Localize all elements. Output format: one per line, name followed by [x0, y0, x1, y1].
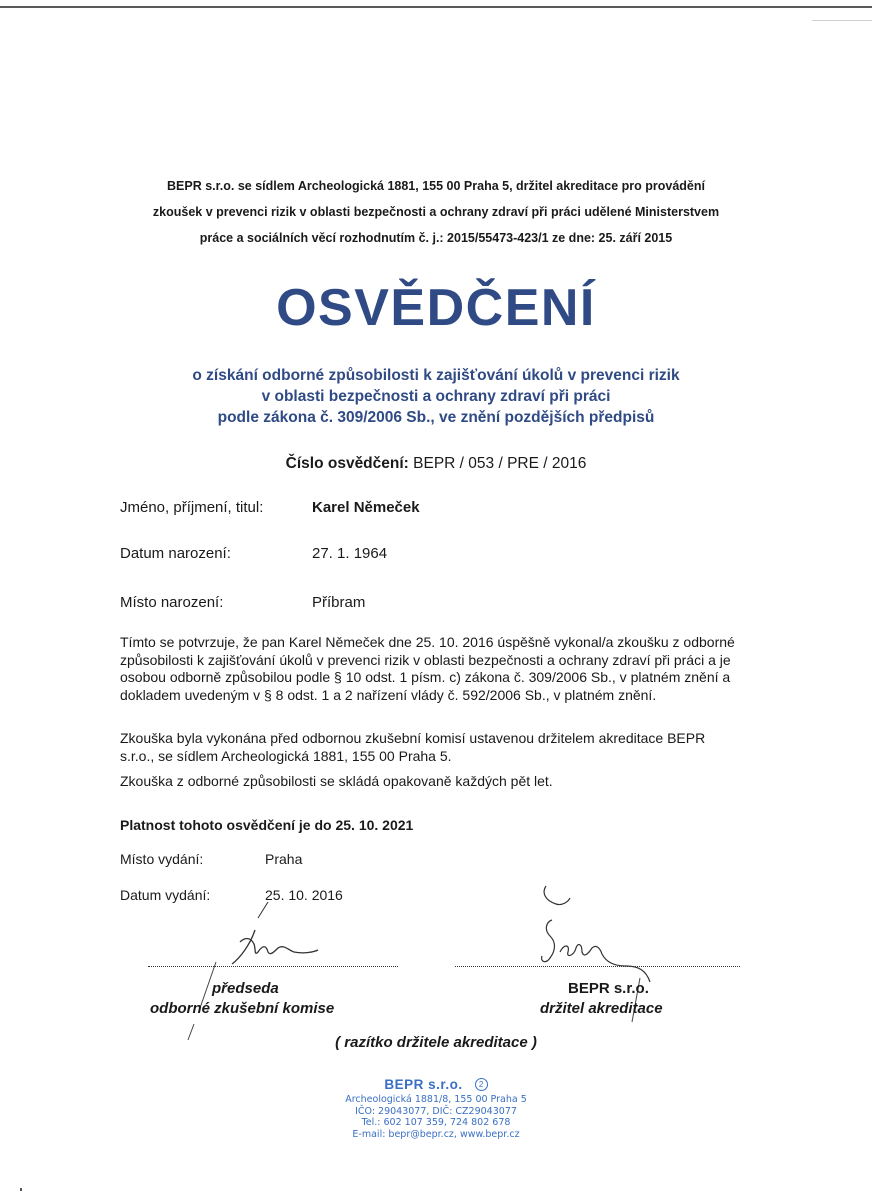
accreditation-header — [108, 173, 764, 251]
exam-committee-paragraph: Zkouška byla vykonána před odbornou zkušební komisí ustavenou držitelem akreditace BEPR s.r.o., se sídlem Archeologická 1881, 155 00 Praha 5. — [120, 730, 706, 764]
stamp-line: Tel.: 602 107 359, 724 802 678 — [361, 1117, 511, 1128]
certificate-number — [0, 455, 872, 473]
issue-date-label: Datum vydání: — [120, 887, 211, 903]
committee-role: odborné zkušební komise — [150, 1000, 335, 1017]
chairman-signature-line — [148, 966, 398, 967]
subtitle-line: v oblasti bezpečnosti a ochrany zdraví při práci — [261, 388, 611, 405]
birth-place-value: Příbram — [312, 594, 366, 611]
stamp-line: IČO: 29043077, DIČ: CZ29043077 — [355, 1105, 517, 1117]
holder-company: BEPR s.r.o. — [568, 980, 649, 997]
subtitle-line: podle zákona č. 309/2006 Sb., ve znění pozdějších předpisů — [217, 409, 655, 426]
name-value: Karel Němeček — [312, 499, 420, 516]
stamp-note: ( razítko držitele akreditace ) — [335, 1034, 537, 1051]
birth-date-label: Datum narození: — [120, 545, 231, 562]
certificate-number-label: Číslo osvědčení: — [285, 455, 409, 472]
name-label: Jméno, příjmení, titul: — [120, 499, 264, 516]
header-line: zkoušek v prevenci rizik v oblasti bezpečnosti a ochrany zdraví při práci udělené Ministerstvem — [152, 205, 720, 219]
certificate-title: OSVĚDČENÍ — [276, 279, 596, 337]
exam-repeat-paragraph: Zkouška z odborné způsobilosti se skládá opakovaně každých pět let. — [120, 773, 553, 789]
confirmation-paragraph: Tímto se potvrzuje, že pan Karel Němeček dne 25. 10. 2016 úspěšně vykonal/a zkoušku z odborné způsobilosti k zajišťování úkolů v prevenci rizik v oblasti bezpečnosti a ochrany zdraví při práci a je osobou odborně způsobilou podle § 10 odst. 1 písm. c) zákona č. 309/2006 Sb., v platném znění a dokladem uvedeným v § 8 odst. 1 a 2 nařízení vlády č. 592/2006 Sb., v platném znění. — [120, 634, 735, 703]
certificate-subtitle — [120, 365, 752, 428]
birth-place-label: Místo narození: — [120, 594, 224, 611]
certificate-number-value: BEPR / 053 / PRE / 2016 — [413, 455, 587, 472]
holder-signature-line — [455, 966, 740, 967]
company-stamp — [330, 1076, 542, 1140]
issue-place-label: Místo vydání: — [120, 851, 204, 867]
validity-statement: Platnost tohoto osvědčení je do 25. 10. 2021 — [120, 817, 414, 833]
issue-date-value: 25. 10. 2016 — [265, 887, 343, 903]
scan-top-edge — [0, 6, 872, 8]
scan-top-edge-secondary — [812, 20, 872, 21]
stamp-line: Archeologická 1881/8, 155 00 Praha 5 — [345, 1094, 527, 1105]
birth-date-value: 27. 1. 1964 — [312, 545, 388, 562]
header-line: BEPR s.r.o. se sídlem Archeologická 1881, 155 00 Praha 5, držitel akreditace pro provádění — [167, 179, 705, 193]
scan-speck — [20, 1188, 22, 1191]
chairman-role: předseda — [212, 980, 279, 997]
stamp-company-name: BEPR s.r.o. — [384, 1077, 463, 1092]
stamp-circle-mark-icon: 2 — [475, 1078, 488, 1091]
stamp-line: E-mail: bepr@bepr.cz, www.bepr.cz — [352, 1128, 520, 1140]
chairman-signature — [170, 900, 320, 1050]
issue-place-value: Praha — [265, 851, 303, 867]
subtitle-line: o získání odborné způsobilosti k zajišťování úkolů v prevenci rizik — [192, 367, 680, 384]
holder-role: držitel akreditace — [540, 1000, 663, 1017]
header-line: práce a sociálních věcí rozhodnutím č. j.: 2015/55473-423/1 ze dne: 25. září 2015 — [199, 231, 673, 245]
